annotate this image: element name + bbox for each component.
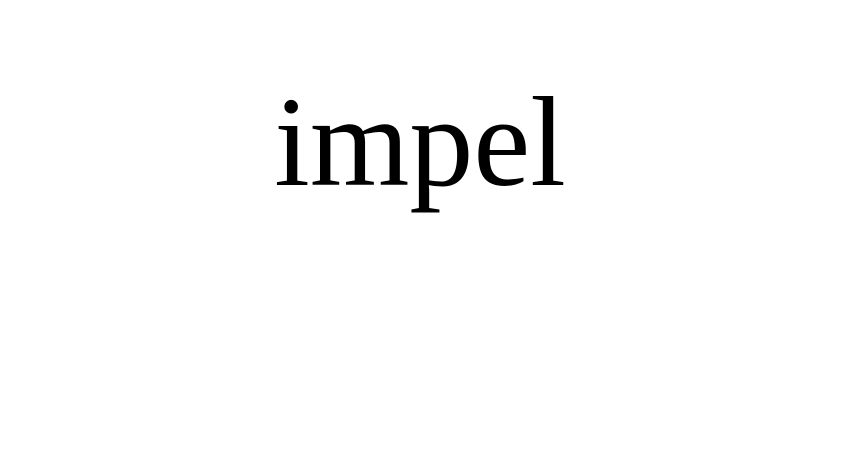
displayed-word: impel — [274, 71, 566, 213]
